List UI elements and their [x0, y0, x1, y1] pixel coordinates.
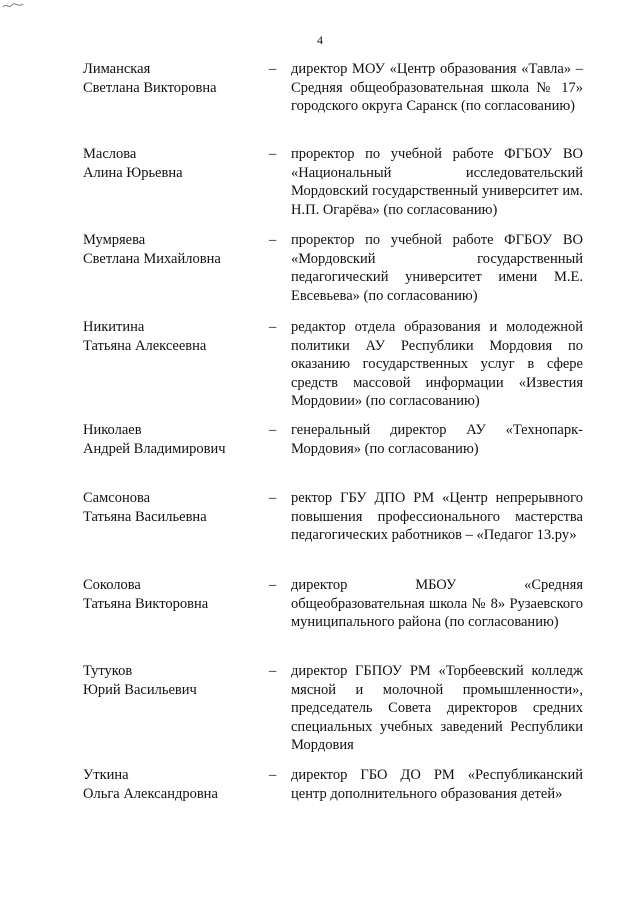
separator-dash: –: [269, 61, 277, 77]
person-name: [83, 766, 273, 803]
surname: Никитина: [83, 319, 145, 335]
given-names: Юрий Васильевич: [83, 681, 197, 698]
given-names: Андрей Владимирович: [83, 440, 226, 457]
position-description: проректор по учебной работе ФГБОУ ВО «Мордовский государственный педагогический университет имени М.Е. Евсевьева» (по согласованию): [291, 232, 583, 304]
given-names: Татьяна Викторовна: [83, 595, 209, 612]
given-names: Алина Юрьевна: [83, 164, 183, 181]
given-names: Татьяна Васильевна: [83, 508, 207, 525]
person-name: [83, 662, 273, 699]
separator-dash: –: [269, 422, 277, 438]
surname: Соколова: [83, 577, 141, 593]
separator-dash: –: [269, 232, 277, 248]
person-name: [83, 231, 273, 268]
scan-artifact-mark: [2, 2, 24, 10]
separator-dash: –: [269, 577, 277, 593]
given-names: Светлана Михайловна: [83, 250, 221, 267]
given-names: Ольга Александровна: [83, 785, 218, 802]
position-description: генеральный директор АУ «Технопарк-Мордовия» (по согласованию): [291, 422, 583, 457]
surname: Николаев: [83, 422, 142, 438]
given-names: Светлана Викторовна: [83, 79, 217, 96]
position-description: директор ГБПОУ РМ «Торбеевский колледж мясной и молочной промышленности», председатель Совета директоров средних специальных учебных заведений Республики Мордовия: [291, 663, 583, 753]
person-name: [83, 576, 273, 613]
position-description: редактор отдела образования и молодежной политики АУ Республики Мордовия по оказанию государственных услуг в сфере средств массовой информации «Известия Мордовии» (по согласованию): [291, 319, 583, 409]
person-name: [83, 145, 273, 182]
person-name: [83, 60, 273, 97]
position-description: директор ГБО ДО РМ «Республиканский центр дополнительного образования детей»: [291, 767, 583, 802]
given-names: Татьяна Алексеевна: [83, 337, 207, 354]
surname: Лиманская: [83, 61, 151, 77]
separator-dash: –: [269, 319, 277, 335]
surname: Самсонова: [83, 490, 151, 506]
page-number: 4: [317, 33, 323, 47]
separator-dash: –: [269, 663, 277, 679]
surname: Уткина: [83, 767, 129, 783]
separator-dash: –: [269, 767, 277, 783]
position-description: директор МОУ «Центр образования «Тавла» – Средняя общеобразовательная школа № 17» городского округа Саранск (по согласованию): [291, 61, 583, 114]
separator-dash: –: [269, 490, 277, 506]
position-description: ректор ГБУ ДПО РМ «Центр непрерывного повышения профессионального мастерства педагогических работников – «Педагог 13.ру»: [291, 490, 583, 543]
position-description: проректор по учебной работе ФГБОУ ВО «Национальный исследовательский Мордовский государственный университет им. Н.П. Огарёва» (по согласованию): [291, 146, 583, 218]
person-name: [83, 421, 273, 458]
person-name: [83, 489, 273, 526]
person-name: [83, 318, 273, 355]
position-description: директор МБОУ «Средняя общеобразовательная школа № 8» Рузаевского муниципального района (по согласованию): [291, 577, 583, 630]
surname: Тутуков: [83, 663, 133, 679]
surname: Маслова: [83, 146, 137, 162]
separator-dash: –: [269, 146, 277, 162]
surname: Мумряева: [83, 232, 146, 248]
